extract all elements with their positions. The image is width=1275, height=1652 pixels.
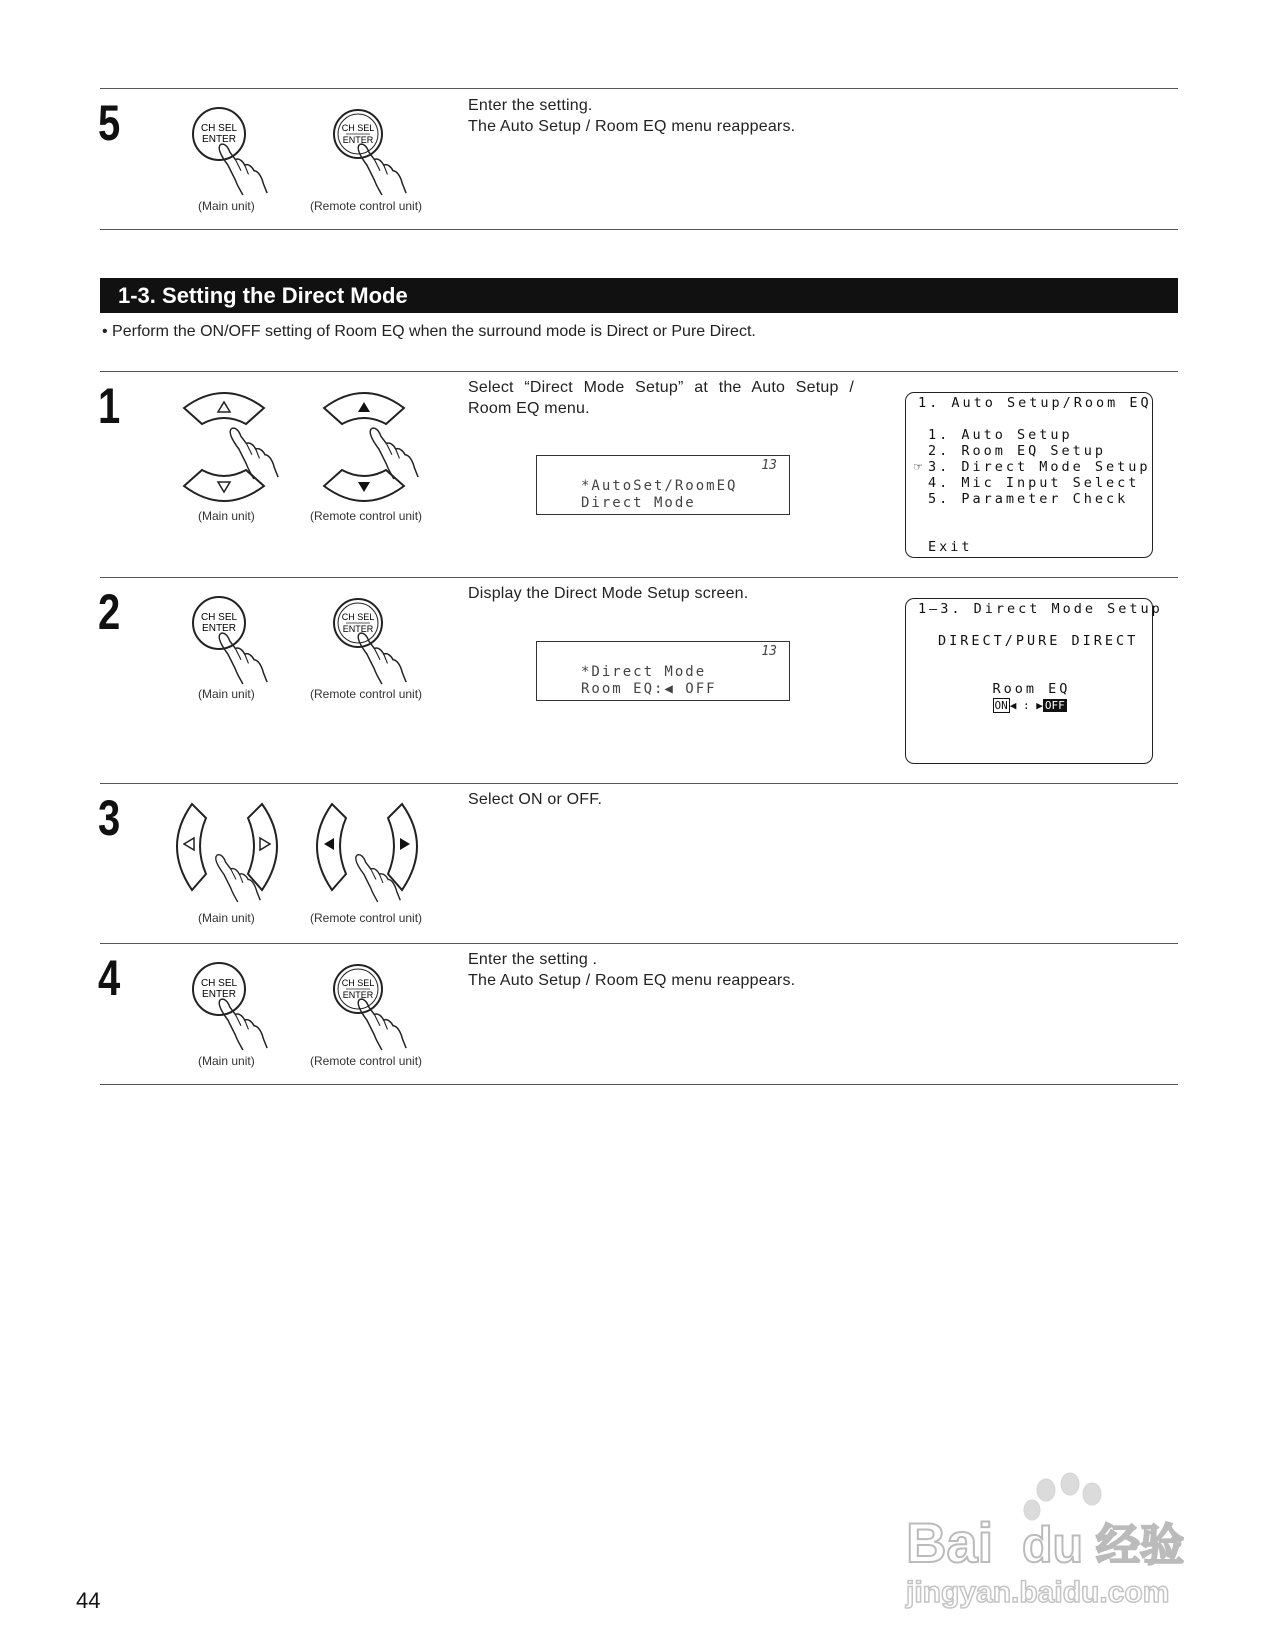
remote-unit-caption: (Remote control unit) [310,911,423,925]
step-description: Select “Direct Mode Setup” at the Auto Setup / Room EQ menu. [468,379,854,417]
svg-text:du: du [1022,1517,1084,1573]
enter-label: ENTER [342,135,374,145]
front-display: 13 *Direct Mode Room EQ:◀ OFF [536,641,790,701]
enter-button-main-illustration [185,102,315,202]
divider [100,783,1178,784]
up-down-cursor-remote-illustration [320,388,460,506]
svg-text:ENTER: ENTER [202,623,236,634]
divider [100,577,1178,578]
step-number: 1 [98,378,121,434]
left-right-cursor-remote-illustration [310,800,450,910]
remote-unit-caption: (Remote control unit) [310,199,423,213]
off-option: OFF [1044,699,1065,712]
main-unit-caption: (Main unit) [198,687,255,701]
step-number: 4 [98,950,121,1006]
onscreen-menu: 1. Auto Setup/Room EQ 1. Auto Setup 2. Room EQ Setup ☞ 3. Direct Mode Setup 4. Mic Input Select 5. Parameter Check Exit [905,392,1153,558]
svg-text:ENTER: ENTER [202,989,236,1000]
enter-button-remote-illustration [324,102,454,202]
main-unit-caption: (Main unit) [198,911,255,925]
svg-text:Bai: Bai [906,1511,994,1574]
enter-button-remote-illustration [324,591,454,691]
step-description: Enter the setting. The Auto Setup / Room EQ menu reappears. [468,97,796,135]
remote-unit-caption: (Remote control unit) [310,1054,423,1068]
svg-text:CH SEL: CH SEL [200,612,238,623]
step-description: Display the Direct Mode Setup screen. [468,585,749,602]
svg-text:ENTER: ENTER [342,624,374,634]
main-unit-caption: (Main unit) [198,509,255,523]
divider [100,88,1178,89]
front-display: 13 *AutoSet/RoomEQ Direct Mode [536,455,790,515]
section-note: • Perform the ON/OFF setting of Room EQ when the surround mode is Direct or Pure Direct. [102,323,756,340]
svg-text:CH SEL: CH SEL [341,978,375,988]
svg-text:CH SEL: CH SEL [341,612,375,622]
enter-button-main-illustration [185,591,315,691]
page-number: 44 [76,1588,101,1613]
remote-unit-caption: (Remote control unit) [310,509,423,523]
divider [100,1084,1178,1085]
svg-text:ENTER: ENTER [342,990,374,1000]
ch-sel-label: CH SEL [200,123,238,134]
onscreen-menu: 1—3. Direct Mode Setup DIRECT/PURE DIRECT Room EQ ON ◀ : ▶ OFF [905,598,1153,764]
enter-label: ENTER [202,134,236,145]
remote-unit-caption: (Remote control unit) [310,687,423,701]
svg-text:经验: 经验 [1096,1520,1184,1571]
step-description: Enter the setting . The Auto Setup / Room EQ menu reappears. [468,951,796,989]
step-number: 2 [98,584,121,640]
baidu-watermark [900,1470,1210,1610]
left-right-cursor-main-illustration [170,800,310,910]
divider [100,371,1178,372]
main-unit-caption: (Main unit) [198,199,255,213]
divider [100,943,1178,944]
cursor-icon: ☞ [914,459,923,475]
on-option: ON [994,699,1008,712]
enter-button-remote-illustration [324,957,454,1057]
step-number: 3 [98,790,121,846]
ch-sel-label: CH SEL [341,123,375,133]
up-down-cursor-main-illustration [180,388,320,506]
svg-text:CH SEL: CH SEL [200,978,238,989]
step-description: Select ON or OFF. [468,791,603,808]
divider [100,229,1178,230]
enter-button-main-illustration [185,957,315,1057]
step-number: 5 [98,95,121,151]
main-unit-caption: (Main unit) [198,1054,255,1068]
section-title: 1-3. Setting the Direct Mode [100,278,1178,313]
svg-text:jingyan.baidu.com: jingyan.baidu.com [906,1576,1170,1609]
